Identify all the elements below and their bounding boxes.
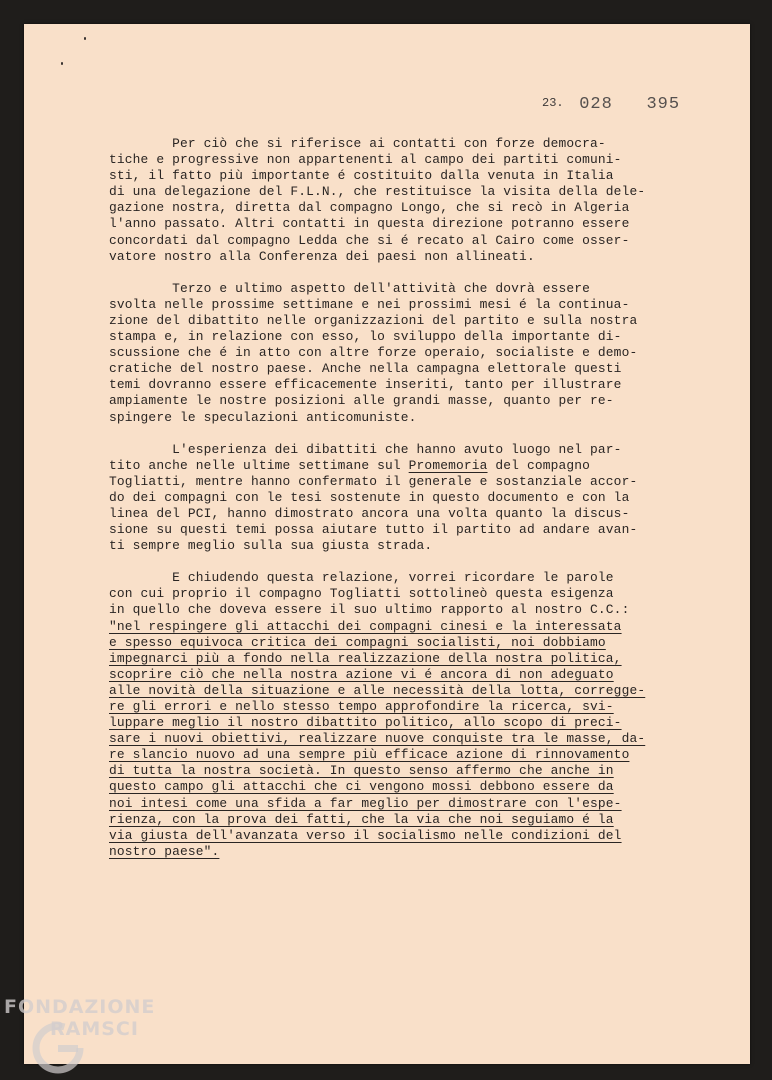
text-line: sti, il fatto più importante é costituito dalla venuta in Italia — [109, 168, 614, 184]
text-line: cratiche del nostro paese. Anche nella campagna elettorale questi — [109, 361, 622, 377]
paper-speck — [84, 37, 86, 40]
text-line: gazione nostra, diretta dal compagno Longo, che si recò in Algeria — [109, 200, 630, 216]
page-number-stamp-1: 028 — [579, 95, 613, 114]
paragraph — [109, 442, 709, 555]
text-line: Togliatti, mentre hanno confermato il generale e sostanziale accor- — [109, 473, 638, 489]
text-line: E chiudendo questa relazione, vorrei ricordare le parole — [109, 570, 614, 586]
page-number-prefix: 23. — [542, 96, 564, 110]
text-line: e spesso equivoca critica dei compagni socialisti, noi dobbiamo — [109, 634, 606, 650]
text-line: con cui proprio il compagno Togliatti sottolineò questa esigenza — [109, 586, 614, 602]
text-line: vatore nostro alla Conferenza dei paesi non allineati. — [109, 248, 535, 264]
page-number — [542, 95, 680, 114]
text-line: nostro paese". — [109, 843, 220, 859]
text-line: zione del dibattito nelle organizzazioni del partito e sulla nostra — [109, 312, 638, 328]
text-line: scoprire ciò che nella nostra azione vi é ancora di non adeguato — [109, 666, 614, 682]
text-line: Terzo e ultimo aspetto dell'attività che dovrà essere — [109, 280, 591, 296]
text-segment: tito anche nelle ultime settimane sul — [109, 457, 409, 473]
text-line: svolta nelle prossime settimane e nei prossimi mesi é la continua- — [109, 296, 630, 312]
text-segment: del compagno — [487, 457, 591, 473]
watermark-line-2: RAMSCI — [50, 1018, 139, 1040]
text-line: linea del PCI, hanno dimostrato ancora una volta quanto la discus- — [109, 505, 630, 521]
text-line: re gli errori e nello stesso tempo approfondire la ricerca, svi- — [109, 699, 614, 714]
text-line: do dei compagni con le tesi sostenute in questo documento e con la — [109, 489, 630, 505]
text-line: sione su questi temi possa aiutare tutto il partito ad andare avan- — [109, 522, 638, 538]
text-line: di una delegazione del F.L.N., che restituisce la visita della dele- — [109, 184, 646, 200]
text-line: rienza, con la prova dei fatti, che la via che noi seguiamo é la — [109, 811, 614, 827]
underlined-title: Promemoria — [408, 457, 488, 473]
text-line: scussione che é in atto con altre forze operaio, socialiste e demo- — [109, 345, 638, 361]
text-line: via giusta dell'avanzata verso il socialismo nelle condizioni del — [109, 827, 622, 843]
text-line: stampa e, in relazione con esso, lo sviluppo della importante di- — [109, 329, 622, 345]
text-line: ti sempre meglio sulla sua giusta strada. — [109, 538, 433, 554]
text-line: spingere le speculazioni anticomuniste. — [109, 409, 417, 425]
text-line — [109, 458, 709, 474]
text-line: re slancio nuovo ad una sempre più efficace azione di rinnovamento — [109, 747, 630, 763]
text-line: L'esperienza dei dibattiti che hanno avuto luogo nel par- — [109, 441, 622, 457]
text-line: "nel respingere gli attacchi dei compagni cinesi e la interessata — [109, 618, 622, 634]
watermark-line-1: FONDAZIONE — [4, 996, 156, 1018]
text-line: Per ciò che si riferisce ai contatti con forze democra- — [109, 136, 606, 151]
text-line: noi intesi come una sfida a far meglio per dimostrare con l'espe- — [109, 795, 622, 811]
text-line: concordati dal compagno Ledda che si é recato al Cairo come osser- — [109, 232, 630, 248]
watermark — [4, 996, 155, 1040]
text-line: di tutta la nostra società. In questo senso affermo che anche in — [109, 763, 614, 779]
paragraph — [109, 136, 709, 265]
paper-speck — [61, 62, 63, 65]
text-line: luppare meglio il nostro dibattito politico, allo scopo di preci- — [109, 715, 622, 731]
text-line: impegnarci più a fondo nella realizzazione della nostra politica, — [109, 650, 622, 666]
text-line: l'anno passato. Altri contatti in questa direzione potranno essere — [109, 216, 630, 232]
text-line: questo campo gli attacchi che ci vengono mossi debbono essere da — [109, 779, 614, 795]
paragraph — [109, 281, 709, 426]
paragraph — [109, 570, 709, 860]
text-line: alle novità della situazione e alle necessità della lotta, corregge- — [109, 682, 646, 698]
document-body — [109, 136, 709, 876]
text-line: in quello che doveva essere il suo ultimo rapporto al nostro C.C.: — [109, 602, 630, 618]
text-line: temi dovranno essere efficacemente inseriti, tanto per illustrare — [109, 377, 622, 393]
text-line: ampiamente le nostre posizioni alle grandi masse, quanto per re- — [109, 393, 614, 409]
text-line: sare i nuovi obiettivi, realizzare nuove conquiste tra le masse, da- — [109, 731, 646, 747]
page-number-stamp-2: 395 — [646, 95, 681, 114]
text-line: tiche e progressive non appartenenti al campo dei partiti comuni- — [109, 152, 622, 168]
